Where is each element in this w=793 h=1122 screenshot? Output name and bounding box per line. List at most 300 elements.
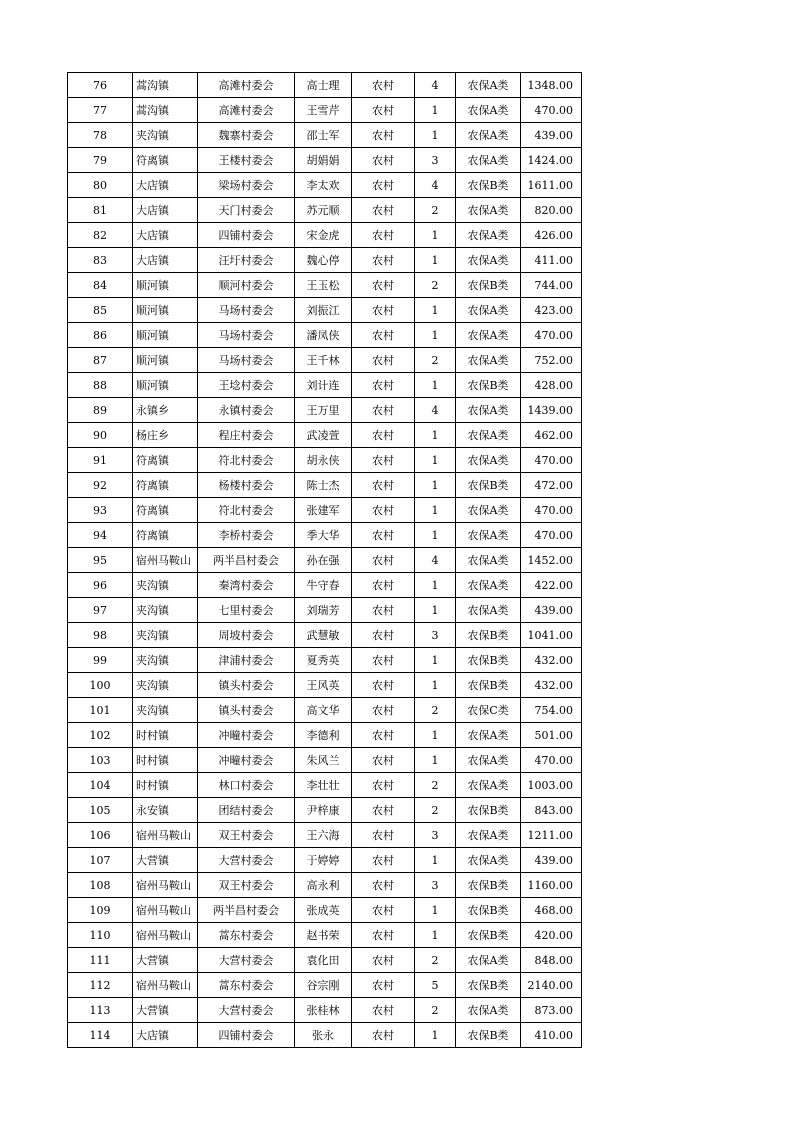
town-cell: 大店镇	[133, 1023, 198, 1048]
amount-cell: 432.00	[521, 673, 582, 698]
table-row	[68, 873, 582, 898]
name-cell: 高永利	[295, 873, 352, 898]
name-cell: 苏元顺	[295, 198, 352, 223]
amount-cell: 468.00	[521, 898, 582, 923]
category-cell: 农保A类	[456, 523, 521, 548]
name-cell: 朱风兰	[295, 748, 352, 773]
category-cell: 农保A类	[456, 348, 521, 373]
household-size-cell: 4	[415, 548, 456, 573]
category-cell: 农保A类	[456, 298, 521, 323]
name-cell: 李壮壮	[295, 773, 352, 798]
area-type-cell: 农村	[352, 823, 415, 848]
household-size-cell: 1	[415, 123, 456, 148]
name-cell: 刘计连	[295, 373, 352, 398]
household-size-cell: 4	[415, 173, 456, 198]
amount-cell: 1452.00	[521, 548, 582, 573]
name-cell: 刘瑞芳	[295, 598, 352, 623]
amount-cell: 1003.00	[521, 773, 582, 798]
town-cell: 顺河镇	[133, 273, 198, 298]
amount-cell: 1424.00	[521, 148, 582, 173]
household-size-cell: 1	[415, 423, 456, 448]
name-cell: 王风英	[295, 673, 352, 698]
town-cell: 杨庄乡	[133, 423, 198, 448]
row-number-cell: 106	[68, 823, 133, 848]
village-committee-cell: 四铺村委会	[198, 1023, 295, 1048]
table-row	[68, 1023, 582, 1048]
name-cell: 谷宗刚	[295, 973, 352, 998]
village-committee-cell: 团结村委会	[198, 798, 295, 823]
amount-cell: 752.00	[521, 348, 582, 373]
row-number-cell: 85	[68, 298, 133, 323]
village-committee-cell: 林口村委会	[198, 773, 295, 798]
row-number-cell: 97	[68, 598, 133, 623]
name-cell: 邵士军	[295, 123, 352, 148]
area-type-cell: 农村	[352, 348, 415, 373]
town-cell: 夹沟镇	[133, 123, 198, 148]
area-type-cell: 农村	[352, 923, 415, 948]
table-row	[68, 223, 582, 248]
area-type-cell: 农村	[352, 423, 415, 448]
village-committee-cell: 镇头村委会	[198, 673, 295, 698]
row-number-cell: 95	[68, 548, 133, 573]
village-committee-cell: 四铺村委会	[198, 223, 295, 248]
name-cell: 胡娟娟	[295, 148, 352, 173]
town-cell: 蒿沟镇	[133, 73, 198, 98]
household-size-cell: 2	[415, 348, 456, 373]
category-cell: 农保A类	[456, 823, 521, 848]
household-size-cell: 2	[415, 998, 456, 1023]
area-type-cell: 农村	[352, 448, 415, 473]
table-row	[68, 698, 582, 723]
row-number-cell: 78	[68, 123, 133, 148]
table-row	[68, 623, 582, 648]
household-size-cell: 3	[415, 823, 456, 848]
amount-cell: 848.00	[521, 948, 582, 973]
row-number-cell: 108	[68, 873, 133, 898]
amount-cell: 1041.00	[521, 623, 582, 648]
household-size-cell: 2	[415, 798, 456, 823]
table-row	[68, 248, 582, 273]
household-size-cell: 1	[415, 673, 456, 698]
amount-cell: 1348.00	[521, 73, 582, 98]
amount-cell: 470.00	[521, 448, 582, 473]
table-row	[68, 498, 582, 523]
household-size-cell: 5	[415, 973, 456, 998]
village-committee-cell: 杨楼村委会	[198, 473, 295, 498]
household-size-cell: 2	[415, 698, 456, 723]
household-size-cell: 1	[415, 373, 456, 398]
town-cell: 大营镇	[133, 998, 198, 1023]
name-cell: 刘振江	[295, 298, 352, 323]
amount-cell: 470.00	[521, 748, 582, 773]
village-committee-cell: 顺河村委会	[198, 273, 295, 298]
row-number-cell: 81	[68, 198, 133, 223]
area-type-cell: 农村	[352, 673, 415, 698]
table-row	[68, 673, 582, 698]
row-number-cell: 102	[68, 723, 133, 748]
town-cell: 符离镇	[133, 498, 198, 523]
town-cell: 夹沟镇	[133, 648, 198, 673]
area-type-cell: 农村	[352, 123, 415, 148]
table-row	[68, 973, 582, 998]
category-cell: 农保A类	[456, 398, 521, 423]
table-row	[68, 298, 582, 323]
table-row	[68, 123, 582, 148]
table-row	[68, 648, 582, 673]
town-cell: 夹沟镇	[133, 698, 198, 723]
town-cell: 夹沟镇	[133, 598, 198, 623]
row-number-cell: 92	[68, 473, 133, 498]
village-committee-cell: 蒿东村委会	[198, 973, 295, 998]
town-cell: 宿州马鞍山	[133, 548, 198, 573]
row-number-cell: 86	[68, 323, 133, 348]
row-number-cell: 100	[68, 673, 133, 698]
household-size-cell: 1	[415, 748, 456, 773]
amount-cell: 470.00	[521, 523, 582, 548]
area-type-cell: 农村	[352, 873, 415, 898]
area-type-cell: 农村	[352, 173, 415, 198]
category-cell: 农保B类	[456, 623, 521, 648]
village-committee-cell: 秦湾村委会	[198, 573, 295, 598]
town-cell: 时村镇	[133, 748, 198, 773]
amount-cell: 1160.00	[521, 873, 582, 898]
household-size-cell: 1	[415, 298, 456, 323]
table-row	[68, 748, 582, 773]
area-type-cell: 农村	[352, 498, 415, 523]
row-number-cell: 114	[68, 1023, 133, 1048]
table-row	[68, 373, 582, 398]
row-number-cell: 77	[68, 98, 133, 123]
town-cell: 顺河镇	[133, 373, 198, 398]
amount-cell: 501.00	[521, 723, 582, 748]
village-committee-cell: 蒿东村委会	[198, 923, 295, 948]
village-committee-cell: 李桥村委会	[198, 523, 295, 548]
name-cell: 季大华	[295, 523, 352, 548]
row-number-cell: 109	[68, 898, 133, 923]
amount-cell: 1211.00	[521, 823, 582, 848]
table-row	[68, 173, 582, 198]
household-size-cell: 1	[415, 923, 456, 948]
table-row	[68, 898, 582, 923]
category-cell: 农保A类	[456, 848, 521, 873]
row-number-cell: 80	[68, 173, 133, 198]
relief-roster-table	[67, 72, 582, 1048]
area-type-cell: 农村	[352, 648, 415, 673]
town-cell: 符离镇	[133, 448, 198, 473]
name-cell: 赵书荣	[295, 923, 352, 948]
category-cell: 农保C类	[456, 698, 521, 723]
village-committee-cell: 大营村委会	[198, 998, 295, 1023]
amount-cell: 873.00	[521, 998, 582, 1023]
row-number-cell: 91	[68, 448, 133, 473]
town-cell: 宿州马鞍山	[133, 973, 198, 998]
table-row	[68, 948, 582, 973]
category-cell: 农保A类	[456, 248, 521, 273]
village-committee-cell: 王埝村委会	[198, 373, 295, 398]
village-committee-cell: 符北村委会	[198, 448, 295, 473]
area-type-cell: 农村	[352, 323, 415, 348]
amount-cell: 472.00	[521, 473, 582, 498]
category-cell: 农保A类	[456, 998, 521, 1023]
area-type-cell: 农村	[352, 698, 415, 723]
town-cell: 蒿沟镇	[133, 98, 198, 123]
village-committee-cell: 大营村委会	[198, 948, 295, 973]
household-size-cell: 1	[415, 448, 456, 473]
category-cell: 农保B类	[456, 173, 521, 198]
category-cell: 农保A类	[456, 598, 521, 623]
area-type-cell: 农村	[352, 973, 415, 998]
household-size-cell: 2	[415, 198, 456, 223]
amount-cell: 439.00	[521, 598, 582, 623]
category-cell: 农保A类	[456, 773, 521, 798]
village-committee-cell: 大营村委会	[198, 848, 295, 873]
village-committee-cell: 七里村委会	[198, 598, 295, 623]
town-cell: 符离镇	[133, 473, 198, 498]
category-cell: 农保A类	[456, 148, 521, 173]
household-size-cell: 1	[415, 598, 456, 623]
household-size-cell: 3	[415, 623, 456, 648]
amount-cell: 470.00	[521, 323, 582, 348]
village-committee-cell: 符北村委会	[198, 498, 295, 523]
row-number-cell: 89	[68, 398, 133, 423]
table-row	[68, 548, 582, 573]
row-number-cell: 111	[68, 948, 133, 973]
area-type-cell: 农村	[352, 598, 415, 623]
row-number-cell: 107	[68, 848, 133, 873]
name-cell: 孙在强	[295, 548, 352, 573]
area-type-cell: 农村	[352, 148, 415, 173]
category-cell: 农保A类	[456, 198, 521, 223]
name-cell: 李德利	[295, 723, 352, 748]
category-cell: 农保B类	[456, 273, 521, 298]
household-size-cell: 1	[415, 898, 456, 923]
village-committee-cell: 高滩村委会	[198, 73, 295, 98]
town-cell: 大营镇	[133, 848, 198, 873]
category-cell: 农保A类	[456, 323, 521, 348]
town-cell: 宿州马鞍山	[133, 823, 198, 848]
row-number-cell: 83	[68, 248, 133, 273]
name-cell: 王雪芹	[295, 98, 352, 123]
name-cell: 张永	[295, 1023, 352, 1048]
row-number-cell: 101	[68, 698, 133, 723]
row-number-cell: 98	[68, 623, 133, 648]
town-cell: 宿州马鞍山	[133, 898, 198, 923]
household-size-cell: 1	[415, 98, 456, 123]
town-cell: 顺河镇	[133, 323, 198, 348]
amount-cell: 754.00	[521, 698, 582, 723]
household-size-cell: 3	[415, 873, 456, 898]
area-type-cell: 农村	[352, 398, 415, 423]
category-cell: 农保A类	[456, 423, 521, 448]
row-number-cell: 76	[68, 73, 133, 98]
name-cell: 魏心停	[295, 248, 352, 273]
row-number-cell: 96	[68, 573, 133, 598]
area-type-cell: 农村	[352, 798, 415, 823]
village-committee-cell: 程庄村委会	[198, 423, 295, 448]
amount-cell: 423.00	[521, 298, 582, 323]
row-number-cell: 93	[68, 498, 133, 523]
table-row	[68, 598, 582, 623]
village-committee-cell: 汪圩村委会	[198, 248, 295, 273]
household-size-cell: 1	[415, 848, 456, 873]
village-committee-cell: 冲疃村委会	[198, 748, 295, 773]
village-committee-cell: 津浦村委会	[198, 648, 295, 673]
amount-cell: 820.00	[521, 198, 582, 223]
name-cell: 王玉松	[295, 273, 352, 298]
household-size-cell: 2	[415, 773, 456, 798]
village-committee-cell: 王楼村委会	[198, 148, 295, 173]
area-type-cell: 农村	[352, 523, 415, 548]
table-row	[68, 573, 582, 598]
table-row	[68, 723, 582, 748]
town-cell: 夹沟镇	[133, 673, 198, 698]
area-type-cell: 农村	[352, 573, 415, 598]
category-cell: 农保B类	[456, 923, 521, 948]
table-body	[68, 73, 582, 1048]
name-cell: 牛守春	[295, 573, 352, 598]
amount-cell: 462.00	[521, 423, 582, 448]
name-cell: 张建军	[295, 498, 352, 523]
village-committee-cell: 双王村委会	[198, 823, 295, 848]
name-cell: 王万里	[295, 398, 352, 423]
category-cell: 农保A类	[456, 73, 521, 98]
table-row	[68, 998, 582, 1023]
row-number-cell: 87	[68, 348, 133, 373]
row-number-cell: 94	[68, 523, 133, 548]
area-type-cell: 农村	[352, 73, 415, 98]
amount-cell: 843.00	[521, 798, 582, 823]
row-number-cell: 90	[68, 423, 133, 448]
category-cell: 农保B类	[456, 673, 521, 698]
category-cell: 农保A类	[456, 948, 521, 973]
table-row	[68, 323, 582, 348]
village-committee-cell: 马场村委会	[198, 323, 295, 348]
area-type-cell: 农村	[352, 198, 415, 223]
table-row	[68, 348, 582, 373]
amount-cell: 410.00	[521, 1023, 582, 1048]
town-cell: 顺河镇	[133, 298, 198, 323]
town-cell: 大店镇	[133, 248, 198, 273]
amount-cell: 744.00	[521, 273, 582, 298]
category-cell: 农保A类	[456, 748, 521, 773]
table-row	[68, 823, 582, 848]
table-row	[68, 773, 582, 798]
area-type-cell: 农村	[352, 848, 415, 873]
category-cell: 农保B类	[456, 1023, 521, 1048]
name-cell: 武慧敏	[295, 623, 352, 648]
village-committee-cell: 双王村委会	[198, 873, 295, 898]
name-cell: 张成英	[295, 898, 352, 923]
household-size-cell: 1	[415, 248, 456, 273]
name-cell: 高文华	[295, 698, 352, 723]
village-committee-cell: 周坡村委会	[198, 623, 295, 648]
category-cell: 农保A类	[456, 448, 521, 473]
amount-cell: 470.00	[521, 98, 582, 123]
name-cell: 陈士杰	[295, 473, 352, 498]
area-type-cell: 农村	[352, 223, 415, 248]
town-cell: 时村镇	[133, 723, 198, 748]
town-cell: 夹沟镇	[133, 573, 198, 598]
town-cell: 符离镇	[133, 523, 198, 548]
table-row	[68, 798, 582, 823]
amount-cell: 426.00	[521, 223, 582, 248]
household-size-cell: 4	[415, 73, 456, 98]
village-committee-cell: 冲疃村委会	[198, 723, 295, 748]
area-type-cell: 农村	[352, 623, 415, 648]
town-cell: 夹沟镇	[133, 623, 198, 648]
amount-cell: 428.00	[521, 373, 582, 398]
category-cell: 农保A类	[456, 98, 521, 123]
amount-cell: 470.00	[521, 498, 582, 523]
row-number-cell: 104	[68, 773, 133, 798]
table-row	[68, 148, 582, 173]
name-cell: 尹梓康	[295, 798, 352, 823]
category-cell: 农保B类	[456, 373, 521, 398]
village-committee-cell: 镇头村委会	[198, 698, 295, 723]
household-size-cell: 1	[415, 723, 456, 748]
row-number-cell: 112	[68, 973, 133, 998]
area-type-cell: 农村	[352, 248, 415, 273]
village-committee-cell: 魏寨村委会	[198, 123, 295, 148]
name-cell: 武凌萱	[295, 423, 352, 448]
table-row	[68, 848, 582, 873]
household-size-cell: 1	[415, 473, 456, 498]
table-row	[68, 198, 582, 223]
name-cell: 王千林	[295, 348, 352, 373]
category-cell: 农保A类	[456, 223, 521, 248]
table-row	[68, 398, 582, 423]
amount-cell: 439.00	[521, 848, 582, 873]
name-cell: 王六海	[295, 823, 352, 848]
table-row	[68, 73, 582, 98]
town-cell: 永安镇	[133, 798, 198, 823]
area-type-cell: 农村	[352, 373, 415, 398]
table-row	[68, 423, 582, 448]
name-cell: 夏秀英	[295, 648, 352, 673]
area-type-cell: 农村	[352, 473, 415, 498]
category-cell: 农保A类	[456, 548, 521, 573]
row-number-cell: 88	[68, 373, 133, 398]
name-cell: 胡永侠	[295, 448, 352, 473]
table-row	[68, 98, 582, 123]
household-size-cell: 1	[415, 523, 456, 548]
amount-cell: 420.00	[521, 923, 582, 948]
village-committee-cell: 梁场村委会	[198, 173, 295, 198]
category-cell: 农保B类	[456, 473, 521, 498]
category-cell: 农保B类	[456, 898, 521, 923]
village-committee-cell: 高滩村委会	[198, 98, 295, 123]
town-cell: 时村镇	[133, 773, 198, 798]
amount-cell: 432.00	[521, 648, 582, 673]
town-cell: 大店镇	[133, 223, 198, 248]
row-number-cell: 103	[68, 748, 133, 773]
category-cell: 农保B类	[456, 798, 521, 823]
name-cell: 袁化田	[295, 948, 352, 973]
row-number-cell: 84	[68, 273, 133, 298]
area-type-cell: 农村	[352, 748, 415, 773]
town-cell: 大店镇	[133, 173, 198, 198]
town-cell: 永镇乡	[133, 398, 198, 423]
area-type-cell: 农村	[352, 948, 415, 973]
village-committee-cell: 永镇村委会	[198, 398, 295, 423]
household-size-cell: 2	[415, 948, 456, 973]
category-cell: 农保A类	[456, 723, 521, 748]
category-cell: 农保A类	[456, 573, 521, 598]
name-cell: 宋金虎	[295, 223, 352, 248]
area-type-cell: 农村	[352, 298, 415, 323]
town-cell: 宿州马鞍山	[133, 873, 198, 898]
household-size-cell: 1	[415, 498, 456, 523]
